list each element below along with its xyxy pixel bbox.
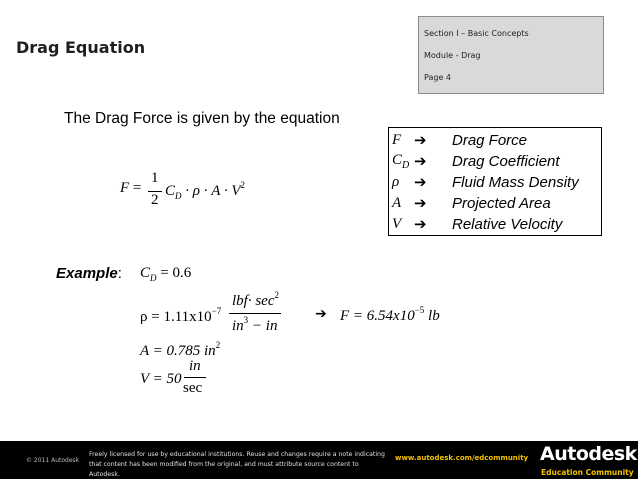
definition-row [392, 171, 579, 193]
rho-numerator: $lbf\cdot \sec^2$ [232, 290, 279, 309]
example-area: A = 0.785 $in^2$ [140, 340, 221, 359]
example-label: Example: [56, 265, 122, 282]
right-arrow-icon: ➔ [414, 194, 427, 212]
right-arrow-icon: ➔ [315, 306, 327, 322]
section-info-box [418, 16, 604, 94]
page-line: Page 4 [424, 73, 451, 82]
rho-fraction-line [229, 313, 281, 314]
def-symbol: $C_D$ [392, 151, 410, 171]
section-line: Section I – Basic Concepts [424, 29, 529, 38]
page-title: Drag Equation [16, 38, 146, 57]
right-arrow-icon: ➔ [414, 131, 427, 149]
rho-lhs: $\rho = 1.11x10^{-7}$ [140, 306, 222, 325]
definition-row [392, 129, 527, 151]
def-meaning: Fluid Mass Density [452, 173, 579, 191]
intro-text: The Drag Force is given by the equation [64, 110, 340, 127]
right-arrow-icon: ➔ [414, 152, 427, 170]
eq-numerator: 1 [151, 170, 159, 186]
rho-denominator: $in^3$ − in [232, 315, 278, 334]
definitions-box [388, 127, 602, 236]
def-meaning: Drag Coefficient [452, 152, 560, 170]
def-symbol: A [392, 194, 402, 211]
right-arrow-icon: ➔ [414, 173, 427, 191]
right-arrow-icon: ➔ [414, 215, 427, 233]
definition-row [392, 150, 560, 172]
definition-row [392, 213, 562, 235]
definition-row [392, 192, 551, 214]
education-community-label: Education Community [541, 468, 634, 477]
vel-numerator: in [189, 358, 201, 374]
example-cd: $C_D = 0.6$ [140, 265, 192, 283]
copyright-text: © 2011 Autodesk [26, 457, 80, 464]
def-meaning: Drag Force [452, 131, 528, 149]
license-text: Freely licensed for use by educational institutions. Reuse and changes require a note indicating that content has been modified from the original, and must attribute source content to Autodesk. [89, 451, 385, 478]
def-symbol: F [392, 131, 402, 148]
eq-rhs: $C_D \cdot \rho \cdot A \cdot V^2$ [165, 180, 246, 201]
def-meaning: Projected Area [452, 194, 551, 212]
eq-lhs: F = [120, 180, 142, 196]
vel-denominator: sec [183, 380, 203, 396]
vel-fraction-line [184, 377, 206, 378]
autodesk-logo: Autodesk [540, 443, 637, 465]
def-symbol: ρ [392, 173, 400, 190]
vel-lhs: V = 50 [140, 371, 182, 387]
module-line: Module - Drag [424, 51, 481, 60]
footer-bar [0, 441, 638, 479]
def-meaning: Relative Velocity [452, 215, 563, 233]
example-result: $F = 6.54x10^{-5}$ lb [340, 305, 440, 324]
def-symbol: V [392, 215, 402, 232]
eq-denominator: 2 [151, 192, 159, 208]
edcommunity-link[interactable]: www.autodesk.com/edcommunity [395, 454, 529, 462]
